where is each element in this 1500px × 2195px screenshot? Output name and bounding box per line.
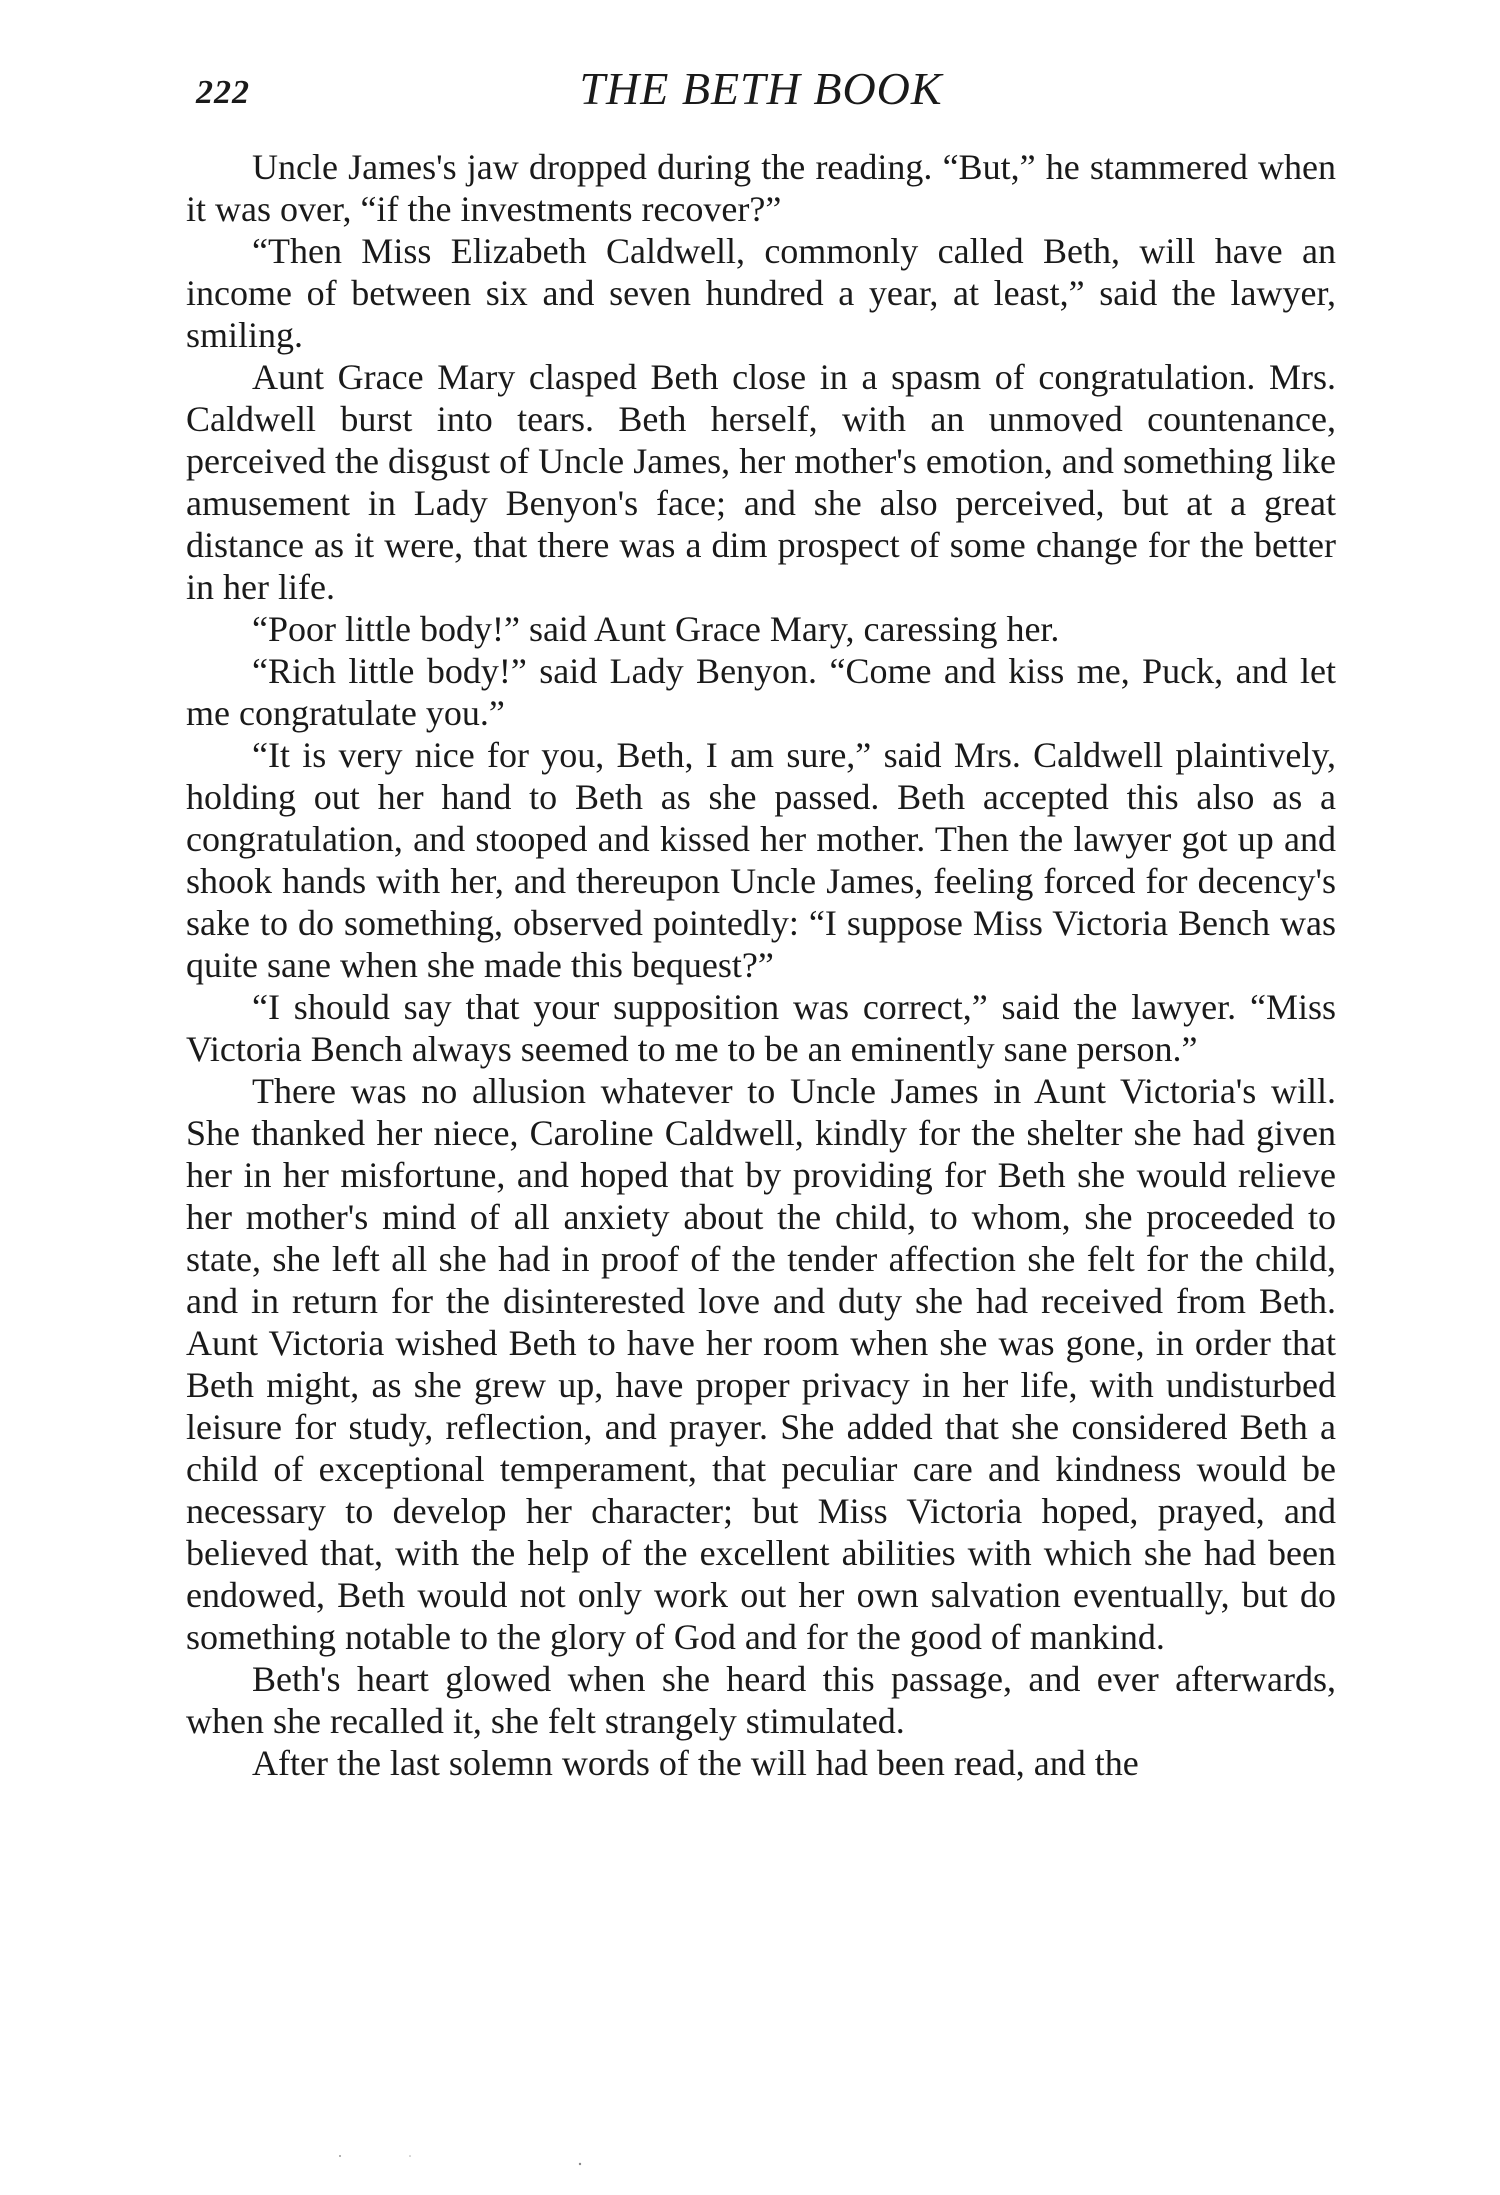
paragraph: After the last solemn words of the will had been read, and the: [252, 1743, 1139, 1783]
body-text: [186, 146, 1336, 1784]
paragraph: “Then Miss Elizabeth Caldwell, commonly called Beth, will have an income of between six and seven hundred a year, at least,” said the lawyer, smiling.: [186, 231, 1336, 355]
page-number: 222: [196, 74, 250, 111]
paper-specks: [330, 2150, 630, 2170]
paragraph: “Poor little body!” said Aunt Grace Mary, caressing her.: [252, 609, 1060, 649]
paragraph: “It is very nice for you, Beth, I am sure,” said Mrs. Caldwell plaintively, holding out her hand to Beth as she passed. Beth accepted this also as a congratulation, and stooped and kissed her mother. Then the lawyer got up and shook hands with her, and thereupon Uncle James, feeling forced for decency's sake to do something, observed pointedly: “I suppose Miss Victoria Bench was quite sane when she made this bequest?”: [186, 735, 1336, 985]
paragraph: “Rich little body!” said Lady Benyon. “Come and kiss me, Puck, and let me congratulate you.”: [186, 651, 1336, 733]
book-page: [186, 62, 1336, 1784]
paragraph: “I should say that your supposition was correct,” said the lawyer. “Miss Victoria Bench always seemed to me to be an eminently sane person.”: [186, 987, 1336, 1069]
paragraph: Aunt Grace Mary clasped Beth close in a spasm of congratulation. Mrs. Caldwell burst into tears. Beth herself, with an unmoved countenance, perceived the disgust of Uncle James, her mother's emotion, and something like amusement in Lady Benyon's face; and she also perceived, but at a great distance as it were, that there was a dim prospect of some change for the better in her life.: [186, 357, 1336, 607]
paragraph: Uncle James's jaw dropped during the reading. “But,” he stammered when it was over, “if the investments recover?”: [186, 147, 1336, 229]
paragraph: There was no allusion whatever to Uncle James in Aunt Victoria's will. She thanked her niece, Caroline Caldwell, kindly for the shelter she had given her in her misfortune, and hoped that by providing for Beth she would relieve her mother's mind of all anxiety about the child, to whom, she proceeded to state, she left all she had in proof of the tender affection she felt for the child, and in return for the disinterested love and duty she had received from Beth. Aunt Victoria wished Beth to have her room when she was gone, in order that Beth might, as she grew up, have proper privacy in her life, with undisturbed leisure for study, reflection, and prayer. She added that she considered Beth a child of exceptional temperament, that peculiar care and kindness would be necessary to develop her character; but Miss Victoria hoped, prayed, and believed that, with the help of the excellent abilities with which she had been endowed, Beth would not only work out her own salvation eventually, but do something notable to the glory of God and for the good of mankind.: [186, 1071, 1336, 1657]
paragraph: Beth's heart glowed when she heard this passage, and ever afterwards, when she recalled it, she felt strangely stimulated.: [186, 1659, 1336, 1741]
running-title: THE BETH BOOK: [579, 63, 943, 114]
page-header: [186, 62, 1336, 124]
